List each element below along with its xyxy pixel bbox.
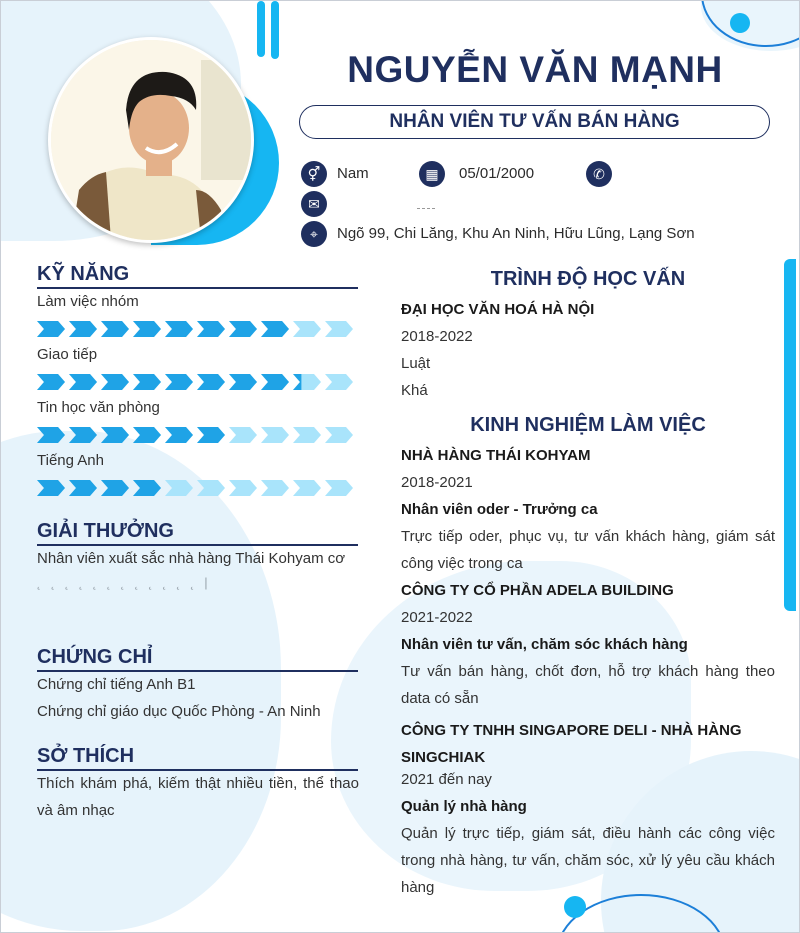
skill-label: Tiếng Anh xyxy=(37,452,104,469)
job-role: Nhân viên tư vấn, chăm sóc khách hàng xyxy=(401,636,688,653)
skill-chevron-filled xyxy=(197,374,225,390)
skill-chevron-filled xyxy=(69,321,97,337)
address-value: Ngõ 99, Chi Lăng, Khu An Ninh, Hữu Lũng, Lạng Sơn xyxy=(337,225,695,242)
skill-chevron xyxy=(261,480,289,496)
skill-chevron-filled xyxy=(133,480,161,496)
skill-chevron xyxy=(261,427,289,443)
job-role: Nhân viên oder - Trưởng ca xyxy=(401,501,598,518)
skill-chevron-filled xyxy=(133,374,161,390)
skill-chevron xyxy=(197,480,225,496)
skill-label: Tin học văn phòng xyxy=(37,399,160,416)
skill-chevron-filled xyxy=(133,321,161,337)
skill-bar xyxy=(37,427,357,443)
skill-chevron xyxy=(229,480,257,496)
skill-chevron xyxy=(325,480,353,496)
profile-photo xyxy=(48,37,254,243)
section-divider xyxy=(37,670,358,672)
job-period: 2021 đến nay xyxy=(401,771,492,788)
skill-bar xyxy=(37,480,357,496)
skill-chevron xyxy=(293,427,321,443)
mail-icon: ✉ xyxy=(301,191,327,217)
skill-chevron-filled xyxy=(101,480,129,496)
gender-value: Nam xyxy=(337,165,369,182)
skill-chevron-filled xyxy=(37,480,65,496)
skill-chevron-filled xyxy=(229,321,257,337)
location-pin-icon: ⌖ xyxy=(301,221,327,247)
job-description: Quản lý trực tiếp, giám sát, điều hành các công việc trong nhà hàng, tư vấn, chăm sóc, xử lý yêu cầu khách hàng xyxy=(401,825,775,896)
skill-chevron-filled xyxy=(197,427,225,443)
skill-chevron-filled xyxy=(101,427,129,443)
skill-chevron-filled xyxy=(197,321,225,337)
hobbies-heading: SỞ THÍCH xyxy=(37,745,135,767)
skill-chevron-filled xyxy=(165,321,193,337)
awards-heading: GIẢI THƯỞNG xyxy=(37,520,174,542)
skill-bar xyxy=(37,321,357,337)
certificate-item: Chứng chỉ giáo dục Quốc Phòng - An Ninh xyxy=(37,703,321,720)
education-major: Luật xyxy=(401,355,431,372)
decorative-bar xyxy=(784,259,796,611)
skill-chevron-filled xyxy=(133,427,161,443)
skill-chevron-filled xyxy=(69,427,97,443)
redacted-mark xyxy=(417,208,435,209)
skill-chevron xyxy=(325,321,353,337)
education-period: 2018-2022 xyxy=(401,328,473,345)
skill-chevron-filled xyxy=(37,321,65,337)
education-heading: TRÌNH ĐỘ HỌC VẤN xyxy=(490,268,686,290)
skill-chevron-filled xyxy=(261,374,289,390)
job-period: 2018-2021 xyxy=(401,474,473,491)
skill-chevron-filled xyxy=(101,321,129,337)
skill-chevron-filled xyxy=(229,374,257,390)
skill-chevron-filled xyxy=(37,374,65,390)
skill-label: Giao tiếp xyxy=(37,346,98,363)
portrait-image xyxy=(51,40,251,240)
job-period: 2021-2022 xyxy=(401,609,473,626)
decorative-ring xyxy=(701,0,800,47)
calendar-icon: ▦ xyxy=(419,161,445,187)
company-name: CÔNG TY TNHH SINGAPORE DELI - NHÀ HÀNG SINGCHIAK xyxy=(401,722,742,766)
skills-heading: KỸ NĂNG xyxy=(37,263,130,285)
skill-label: Làm việc nhóm xyxy=(37,293,139,310)
skill-chevron xyxy=(325,427,353,443)
skill-chevron-filled xyxy=(101,374,129,390)
certificate-item: Chứng chỉ tiếng Anh B1 xyxy=(37,676,196,693)
skill-chevron-filled xyxy=(261,321,289,337)
birthday-value: 05/01/2000 xyxy=(459,165,535,182)
decorative-dot xyxy=(730,13,750,33)
job-role: Quản lý nhà hàng xyxy=(401,798,527,815)
skill-chevron xyxy=(293,480,321,496)
job-description: Tư vấn bán hàng, chốt đơn, hỗ trợ khách hàng theo data có sẵn xyxy=(401,663,775,707)
experience-heading: KINH NGHIỆM LÀM VIỆC xyxy=(470,414,706,436)
skill-chevron-filled xyxy=(165,374,193,390)
company-name: CÔNG TY CỔ PHẦN ADELA BUILDING xyxy=(401,582,674,599)
skill-chevron-filled xyxy=(165,427,193,443)
skill-chevron xyxy=(165,480,193,496)
obscured-text: ˛ ˛ ˛ ˛ ˛ ˛ ˛ ˛ ˛ ˛ ˛ ˛ | xyxy=(37,575,211,590)
skill-chevron-filled xyxy=(69,374,97,390)
section-divider xyxy=(37,544,358,546)
section-divider xyxy=(37,287,358,289)
company-name: NHÀ HÀNG THÁI KOHYAM xyxy=(401,447,591,464)
skill-chevron xyxy=(229,427,257,443)
skill-chevron-filled xyxy=(37,427,65,443)
skill-chevron-filled xyxy=(69,480,97,496)
skill-chevron xyxy=(293,321,321,337)
education-grade: Khá xyxy=(401,382,428,399)
job-title: NHÂN VIÊN TƯ VẤN BÁN HÀNG xyxy=(299,105,770,139)
skill-chevron xyxy=(325,374,353,390)
candidate-name: NGUYỄN VĂN MẠNH xyxy=(347,49,723,90)
certificates-heading: CHỨNG CHỈ xyxy=(37,646,153,668)
job-description: Trực tiếp oder, phục vụ, tư vấn khách hàng, giám sát công việc trong ca xyxy=(401,528,775,572)
hobbies-text: Thích khám phá, kiếm thật nhiều tiền, thể thao và âm nhạc xyxy=(37,775,359,819)
skill-bar xyxy=(37,374,357,390)
phone-icon: ✆ xyxy=(586,161,612,187)
school-name: ĐẠI HỌC VĂN HOÁ HÀ NỘI xyxy=(401,301,595,318)
gender-icon: ⚥ xyxy=(301,161,327,187)
award-text: Nhân viên xuất sắc nhà hàng Thái Kohyam cơ xyxy=(37,550,346,567)
decorative-bar xyxy=(271,1,279,59)
decorative-bar xyxy=(257,1,265,57)
